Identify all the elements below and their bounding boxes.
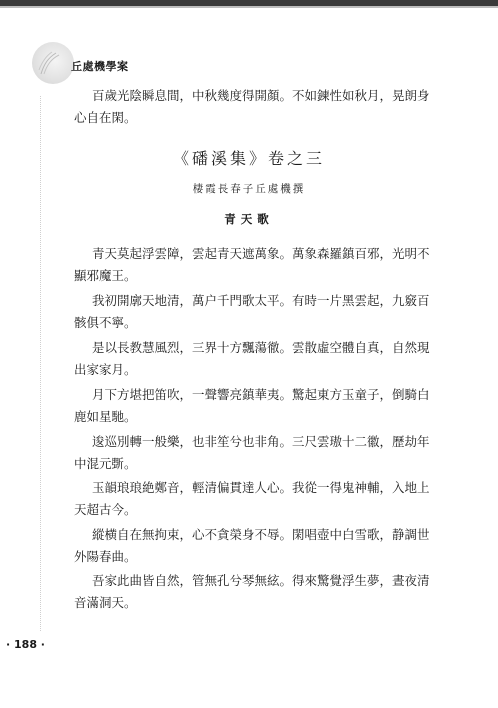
stanza-1-line-2: 顯邪魔王。 xyxy=(74,268,137,283)
page-number: · 188 · xyxy=(6,638,45,651)
collection-title: 《磻溪集》卷之三 xyxy=(172,149,325,168)
header-logo-icon xyxy=(38,50,64,76)
intro-line-1: 百歲光陰瞬息間，中秋幾度得開顏。不如鍊性如秋月，晃朗身 xyxy=(92,88,430,103)
stanza-1-line-1: 青天莫起浮雲障，雲起青天遮萬象。萬象森羅鎮百邪，光明不 xyxy=(92,246,430,261)
running-header-title: 丘處機學案 xyxy=(71,60,129,73)
stanza-2-line-1: 我初開廓天地清，萬户千門歌太平。有時一片黑雲起，九竅百 xyxy=(92,293,430,308)
stanza-8-line-2: 音滿洞天。 xyxy=(74,595,137,610)
stanza-8-line-1: 吾家此曲皆自然，管無孔兮琴無絃。得來驚覺浮生夢，晝夜清 xyxy=(92,573,430,588)
poem-title: 青天歌 xyxy=(224,212,274,226)
author-line: 棲霞長春子丘處機撰 xyxy=(192,183,306,195)
stanza-7-line-1: 縱横自在無拘束，心不貪榮身不辱。閑唱壺中白雪歌，静調世 xyxy=(92,527,430,542)
stanza-2-line-2: 骸俱不寧。 xyxy=(74,315,137,330)
stanza-4-line-2: 鹿如星馳。 xyxy=(74,409,137,424)
stanza-3-line-1: 是以長教慧風烈，三界十方飄蕩徹。雲散虛空體自真，自然現 xyxy=(92,340,430,355)
stanza-3-line-2: 出家家月。 xyxy=(74,362,137,377)
stanza-7-line-2: 外陽春曲。 xyxy=(74,549,137,564)
top-edge-shadow xyxy=(0,6,498,8)
stanza-6-line-2: 天超古今。 xyxy=(74,502,137,517)
margin-rule xyxy=(40,96,41,631)
stanza-6-line-1: 玉韻琅琅絶鄭音，輕清偏貫達人心。我從一得鬼神輔，入地上 xyxy=(92,480,430,495)
stanza-5-line-1: 逡巡別轉一般樂，也非笙兮也非角。三尺雲璈十二徽，歷劫年 xyxy=(92,434,430,449)
stanza-5-line-2: 中混元斲。 xyxy=(74,456,137,471)
stanza-4-line-1: 月下方堪把笛吹，一聲響亮鎮華夷。驚起東方玉童子，倒騎白 xyxy=(92,387,430,402)
intro-line-2: 心自在閑。 xyxy=(74,110,137,125)
